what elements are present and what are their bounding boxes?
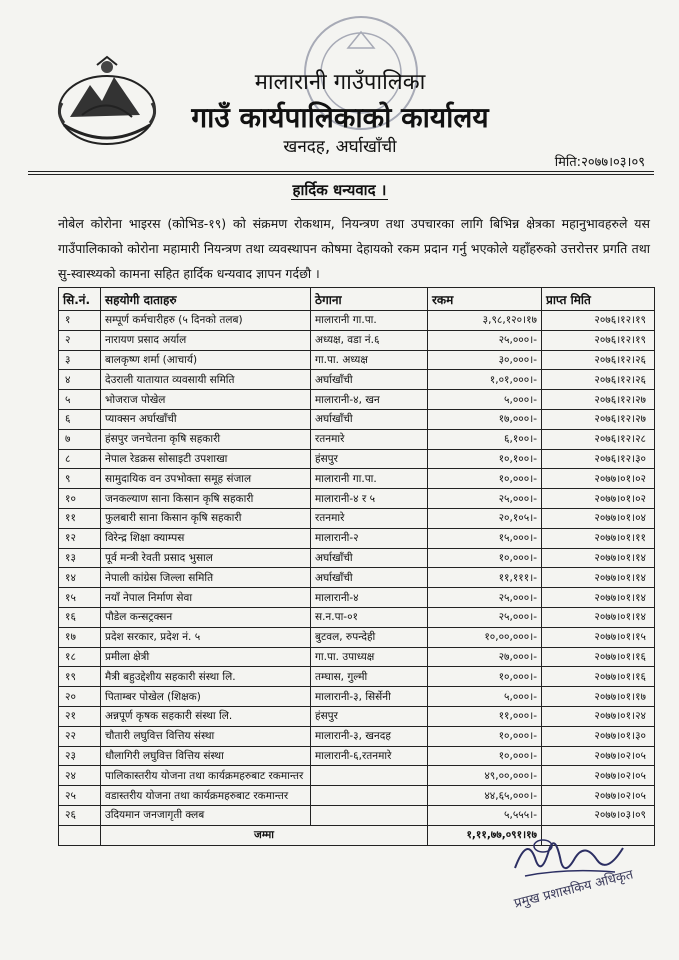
cell-donor: सामुदायिक वन उपभोक्ता समूह संजाल	[101, 469, 311, 489]
cell-sn: २०	[59, 687, 101, 707]
cell-address: अध्यक्ष, वडा नं.६	[311, 330, 428, 350]
cell-amount: २०,१०५।-	[428, 508, 542, 528]
table-row	[59, 786, 655, 806]
cell-amount: ३०,०००।-	[428, 350, 542, 370]
cell-amount: १५,०००।-	[428, 528, 542, 548]
table-header-row	[59, 288, 655, 311]
cell-address: मालारानी गा.पा.	[311, 469, 428, 489]
cell-date: २०७७।०१।०२	[542, 489, 655, 509]
cell-amount: १०,०००।-	[428, 548, 542, 568]
cell-address: मालारानी-४, खन	[311, 390, 428, 410]
cell-donor: नेपाल रेडक्रस सोसाइटी उपशाखा	[101, 449, 311, 469]
cell-address: बुटवल, रुपन्देही	[311, 627, 428, 647]
cell-donor: नेपाली कांग्रेस जिल्ला समिति	[101, 568, 311, 588]
cell-date: २०७७।०१।१७	[542, 687, 655, 707]
cell-sn: २१	[59, 706, 101, 726]
col-header-address: ठेगाना	[311, 288, 428, 311]
cell-address: हंसपुर	[311, 706, 428, 726]
cell-amount: २५,०००।-	[428, 607, 542, 627]
table-row	[59, 607, 655, 627]
cell-date: २०७७।०१।२४	[542, 706, 655, 726]
col-header-donor: सहयोगी दाताहरु	[101, 288, 311, 311]
cell-date: २०७७।०२।०५	[542, 746, 655, 766]
cell-sn: २२	[59, 726, 101, 746]
cell-donor: धौलागिरी लघुवित्त वित्तिय संस्था	[101, 746, 311, 766]
notice-paragraph: नोबेल कोरोना भाइरस (कोभिड-१९) को संक्रमण रोकथाम, नियन्त्रण तथा उपचारका लागि बिभिन्न क्षेत्रका महानुभावहरुले यस गाउँपालिकाको कोरोना महामारी नियन्त्रण तथा व्यवस्थापन कोषमा देहायको रकम प्रदान गर्नु भएकोले यहाँहरुको उत्तरोत्तर प्रगति तथा सु-स्वास्थ्यको कामना सहित हार्दिक धन्यवाद ज्ञापन गर्दछौ ।	[58, 216, 650, 281]
cell-sn: १४	[59, 568, 101, 588]
table-row	[59, 588, 655, 608]
cell-date: २०७७।०१।०२	[542, 469, 655, 489]
table-row	[59, 548, 655, 568]
cell-donor: प्रदेश सरकार, प्रदेश नं. ५	[101, 627, 311, 647]
cell-amount: ५,०००।-	[428, 390, 542, 410]
cell-address: अर्घाखाँची	[311, 409, 428, 429]
table-row	[59, 528, 655, 548]
cell-address: मालारानी-६,रतनमारे	[311, 746, 428, 766]
notice-title	[0, 180, 679, 200]
cell-donor: उदियमान जनजागृती क्लब	[101, 805, 311, 825]
cell-sn: २	[59, 330, 101, 350]
cell-donor: प्रमीला क्षेत्री	[101, 647, 311, 667]
table-row	[59, 706, 655, 726]
table-row	[59, 489, 655, 509]
cell-amount: १०,०००।-	[428, 667, 542, 687]
header-divider	[28, 171, 654, 172]
cell-date: २०७७।०१।१५	[542, 627, 655, 647]
cell-amount: १७,०००।-	[428, 409, 542, 429]
cell-amount: १,०१,०००।-	[428, 370, 542, 390]
cell-date: २०७७।०२।०५	[542, 786, 655, 806]
cell-donor: फुलबारी साना किसान कृषि सहकारी	[101, 508, 311, 528]
cell-sn: १२	[59, 528, 101, 548]
col-header-amount: रकम	[428, 288, 542, 311]
cell-date: २०७७।०१।१४	[542, 568, 655, 588]
cell-amount: १०,०००।-	[428, 746, 542, 766]
cell-date: २०७७।०१।३०	[542, 726, 655, 746]
cell-address: अर्घाखाँची	[311, 370, 428, 390]
cell-address: रतनमारे	[311, 429, 428, 449]
office-name: गाउँ कार्यपालिकाको कार्यालय	[191, 101, 489, 134]
cell-amount: २५,०००।-	[428, 489, 542, 509]
table-row	[59, 687, 655, 707]
header-divider-second	[28, 174, 654, 175]
cell-sn: ७	[59, 429, 101, 449]
table-row	[59, 390, 655, 410]
cell-amount: १०,०००।-	[428, 726, 542, 746]
cell-address: अर्घाखाँची	[311, 548, 428, 568]
cell-address: गा.पा. उपाध्यक्ष	[311, 647, 428, 667]
col-header-sn: सि.नं.	[59, 288, 101, 311]
office-address: खनदह, अर्घाखाँची	[283, 137, 397, 157]
cell-amount: २५,०००।-	[428, 330, 542, 350]
cell-address: मालारानी-३, खनदह	[311, 726, 428, 746]
officer-title: प्रमुख प्रशासकिय अधिकृत	[512, 867, 635, 912]
cell-amount: ११,१११।-	[428, 568, 542, 588]
notice-title-text: हार्दिक धन्यवाद ।	[292, 181, 387, 199]
cell-sn: ८	[59, 449, 101, 469]
cell-amount: १०,००,०००।-	[428, 627, 542, 647]
total-amount: १,११,७७,०९१।१७	[428, 825, 542, 845]
cell-sn: ११	[59, 508, 101, 528]
cell-amount: ३,९८,१२०।१७	[428, 311, 542, 331]
document-date: मिति:२०७७।०३।०९	[554, 155, 645, 170]
cell-address: मालारानी-४ र ५	[311, 489, 428, 509]
cell-donor: हंसपुर जनचेतना कृषि सहकारी	[101, 429, 311, 449]
table-row	[59, 350, 655, 370]
cell-date: २०७६।१२।२७	[542, 409, 655, 429]
cell-sn: २६	[59, 805, 101, 825]
cell-sn: ४	[59, 370, 101, 390]
cell-address: मालारानी गा.पा.	[311, 311, 428, 331]
col-header-date: प्राप्त मिति	[542, 288, 655, 311]
table-row	[59, 311, 655, 331]
cell-amount: २७,०००।-	[428, 647, 542, 667]
table-row	[59, 568, 655, 588]
cell-address: अर्घाखाँची	[311, 568, 428, 588]
cell-sn: ६	[59, 409, 101, 429]
table-row	[59, 766, 655, 786]
cell-date: २०७६।१२।२६	[542, 370, 655, 390]
cell-amount: २५,०००।-	[428, 588, 542, 608]
cell-sn: १९	[59, 667, 101, 687]
cell-date: २०७६।१२।२८	[542, 429, 655, 449]
cell-date: २०७७।०१।१६	[542, 667, 655, 687]
donation-table	[58, 287, 655, 846]
table-row	[59, 805, 655, 825]
cell-donor: विरेन्द्र शिक्षा क्याम्पस	[101, 528, 311, 548]
cell-address: गा.पा. अध्यक्ष	[311, 350, 428, 370]
cell-date: २०७६।१२।१९	[542, 330, 655, 350]
cell-amount: ४९,००,०००।-	[428, 766, 542, 786]
cell-sn: १८	[59, 647, 101, 667]
cell-donor: जनकल्याण साना किसान कृषि सहकारी	[101, 489, 311, 509]
cell-date: २०७६।१२।३०	[542, 449, 655, 469]
cell-date: २०७७।०२।०५	[542, 766, 655, 786]
table-row	[59, 469, 655, 489]
cell-donor: पूर्व मन्त्री रेवती प्रसाद भुसाल	[101, 548, 311, 568]
table-row	[59, 726, 655, 746]
cell-sn: १०	[59, 489, 101, 509]
total-label: जम्मा	[101, 825, 428, 845]
cell-amount: ६,१००।-	[428, 429, 542, 449]
cell-sn: ३	[59, 350, 101, 370]
cell-date: २०७६।१२।२६	[542, 350, 655, 370]
cell-sn: २४	[59, 766, 101, 786]
cell-address: रतनमारे	[311, 508, 428, 528]
table-row	[59, 746, 655, 766]
cell-amount: ४४,६५,०००।-	[428, 786, 542, 806]
cell-address	[311, 786, 428, 806]
table-row	[59, 667, 655, 687]
cell-address	[311, 766, 428, 786]
cell-sn: १७	[59, 627, 101, 647]
cell-donor: प्याक्सन अर्घाखाँची	[101, 409, 311, 429]
cell-date: २०७७।०१।०४	[542, 508, 655, 528]
cell-donor: सम्पूर्ण कर्मचारीहरु (५ दिनको तलब)	[101, 311, 311, 331]
cell-sn: १	[59, 311, 101, 331]
cell-amount: ११,०००।-	[428, 706, 542, 726]
cell-amount: ५,०००।-	[428, 687, 542, 707]
cell-sn: २३	[59, 746, 101, 766]
table-row	[59, 508, 655, 528]
table-row	[59, 647, 655, 667]
cell-date: २०७७।०३।०९	[542, 805, 655, 825]
cell-donor: नारायण प्रसाद अर्याल	[101, 330, 311, 350]
cell-donor: मैत्री बहुउद्देशीय सहकारी संस्था लि.	[101, 667, 311, 687]
cell-donor: भोजराज पोखेल	[101, 390, 311, 410]
cell-donor: पालिकास्तरीय योजना तथा कार्यक्रमहरुबाट रकमान्तर	[101, 766, 311, 786]
cell-donor: पिताम्बर पोखेल (शिक्षक)	[101, 687, 311, 707]
cell-address	[311, 805, 428, 825]
cell-amount: १०,१००।-	[428, 449, 542, 469]
table-row	[59, 330, 655, 350]
cell-date: २०७७।०१।१४	[542, 548, 655, 568]
cell-donor: चौतारी लघुवित्त वित्तिय संस्था	[101, 726, 311, 746]
cell-address: मालारानी-२	[311, 528, 428, 548]
table-row	[59, 429, 655, 449]
cell-donor: पौडेल कन्सट्रक्सन	[101, 607, 311, 627]
cell-address: मालारानी-४	[311, 588, 428, 608]
table-row	[59, 409, 655, 429]
cell-date: २०७६।१२।१९	[542, 311, 655, 331]
cell-date: २०७७।०१।११	[542, 528, 655, 548]
cell-donor: देउराली यातायात व्यवसायी समिति	[101, 370, 311, 390]
table-row	[59, 370, 655, 390]
municipality-name: मालारानी गाउँपालिका	[254, 70, 426, 95]
table-row	[59, 449, 655, 469]
cell-date: २०७७।०१।१६	[542, 647, 655, 667]
cell-donor: वडास्तरीय योजना तथा कार्यक्रमहरुबाट रकमान्तर	[101, 786, 311, 806]
cell-sn: २५	[59, 786, 101, 806]
cell-donor: बालकृष्ण शर्मा (आचार्य)	[101, 350, 311, 370]
cell-date: २०७७।०१।१४	[542, 588, 655, 608]
cell-sn: १६	[59, 607, 101, 627]
table-row	[59, 627, 655, 647]
cell-amount: ५,५५५।-	[428, 805, 542, 825]
cell-sn: १५	[59, 588, 101, 608]
cell-address: हंसपुर	[311, 449, 428, 469]
cell-address: मालारानी-३, सिर्सेनी	[311, 687, 428, 707]
cell-sn: ५	[59, 390, 101, 410]
cell-date: २०७७।०१।१४	[542, 607, 655, 627]
cell-address: स.न.पा-०१	[311, 607, 428, 627]
cell-sn: १३	[59, 548, 101, 568]
total-empty-cell	[59, 825, 101, 845]
cell-donor: नयाँ नेपाल निर्माण सेवा	[101, 588, 311, 608]
cell-sn: ९	[59, 469, 101, 489]
cell-donor: अन्नपूर्ण कृषक सहकारी संस्था लि.	[101, 706, 311, 726]
cell-amount: १०,०००।-	[428, 469, 542, 489]
cell-date: २०७६।१२।२७	[542, 390, 655, 410]
cell-address: तम्घास, गुल्मी	[311, 667, 428, 687]
